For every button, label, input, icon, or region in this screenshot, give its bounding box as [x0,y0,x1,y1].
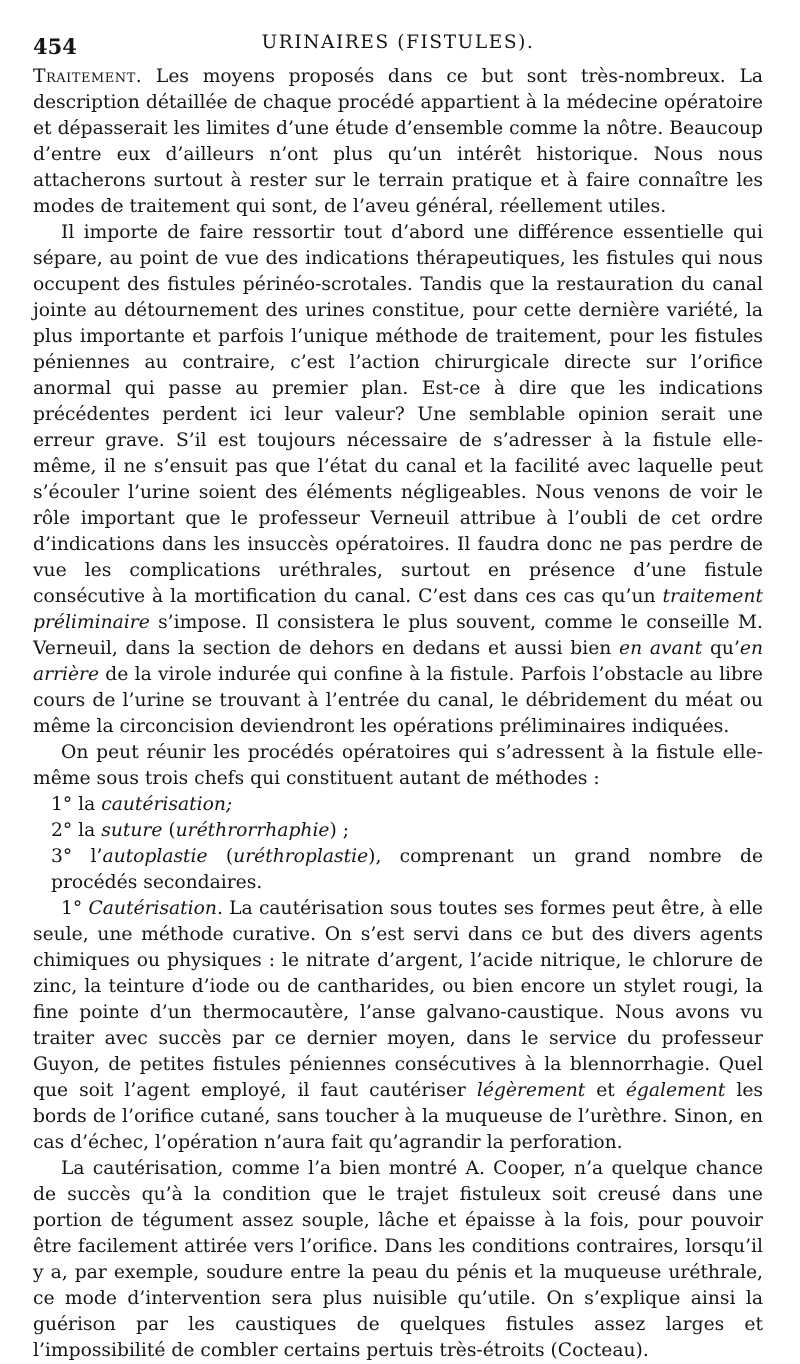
book-page [33,26,763,1364]
page-header [33,26,763,60]
text-run: ( [207,846,234,867]
page-body [33,64,763,1364]
text-run: de la virole indurée qui confine à la fistule. Parfois l’obstacle au libre cours de l’urine se trouvant à l’entrée du canal, le débridement du méat ou même la circoncision deviendront les opérations préliminaires indiquées. [33,664,763,737]
list-item-suture [33,818,763,844]
paragraph-text: Les moyens proposés dans ce but sont très-nombreux. La description détaillée de chaque procédé appartient à la médecine opératoire et dépasserait les limites d’une étude d’ensemble comme la nôtre. Beaucoup d’entre eux d’ailleurs n’ont plus qu’un intérêt historique. Nous nous attacherons surtout à rester sur le terrain pratique et à faire connaître les modes de traitement qui sont, de l’aveu général, réellement utiles. [33,66,763,217]
section-lead-traitement: Traitement. [33,66,143,87]
italic-run: légèrement [476,1080,586,1101]
text-run: s’impose. Il consistera le plus souvent, comme le conseille M. Verneuil, dans la section de dehors en dedans et aussi bien [33,612,763,659]
paragraph-cauterisation [33,896,763,1156]
paragraph-traitement [33,64,763,220]
text-run: ), comprenant un grand nombre de procédés secondaires. [51,846,763,893]
section-title: Cautérisation. [88,898,223,919]
list-number: 3° l’ [51,846,103,867]
paragraph-indications [33,220,763,740]
italic-run: cautérisation [101,794,226,815]
italic-run: uréthrorrhaphie [175,820,330,841]
list-number: 2° la [51,820,102,841]
text-run: et [585,1080,626,1101]
text-run: les bords de l’orifice cutané, sans toucher à la muqueuse de l’urèthre. Sinon, en cas d’échec, l’opération n’aura fait qu’agrandir la perforation. [33,1080,763,1153]
italic-run: également [625,1080,726,1101]
italic-run: autoplastie [102,846,208,867]
running-title: URINAIRES (FISTULES). [261,32,535,53]
text-run: ; [225,794,233,815]
paragraph-methodes: On peut réunir les procédés opératoires qui s’adressent à la fistule elle-même sous trois chefs qui constituent autant de méthodes : [33,742,763,789]
italic-run: uréthroplastie [233,846,369,867]
italic-run: en avant [619,638,703,659]
italic-run: en arrière [33,638,763,685]
list-item-autoplastie [33,844,763,896]
section-number: 1° [61,898,89,919]
text-run: qu’ [702,638,740,659]
italic-run: suture [101,820,163,841]
text-run: ( [162,820,176,841]
text-run: ) ; [329,820,350,841]
page-number: 454 [33,34,77,59]
text-run: La cautérisation sous toutes ses formes peut être, à elle seule, une méthode curative. On s’est servi dans ce but des divers agents chimiques ou physiques : le nitrate d’argent, l’acide nitrique, le chlorure de zinc, la teinture d’iode ou de cantharides, ou bien encore un stylet rougi, la fine pointe d’un thermocautère, l’anse galvano-caustique. Nous avons vu traiter avec succès par ce dernier moyen, dans le service du professeur Guyon, de petites fistules péniennes consécutives à la blennorrhagie. Quel que soit l’agent employé, il faut cautériser [33,898,763,1101]
list-item-cauterisation [33,792,763,818]
text-run: Il importe de faire ressortir tout d’abord une différence essentielle qui sépare, au point de vue des indications thérapeutiques, les fistules qui nous occupent des fistules périnéo-scrotales. Tandis que la restauration du canal jointe au détournement des urines constitue, pour cette dernière variété, la plus importante et parfois l’unique méthode de traitement, pour les fistules péniennes au contraire, c’est l’action chirurgicale directe sur l’orifice anormal qui passe au premier plan. Est-ce à dire que les indications précédentes perdent ici leur valeur? Une semblable opinion serait une erreur grave. S’il est toujours nécessaire de s’adresser à la fistule elle-même, il ne s’ensuit pas que l’état du canal et la facilité avec laquelle peut s’écouler l’urine soient des éléments négligeables. Nous venons de voir le rôle important que le professeur Verneuil attribue à l’oubli de cet ordre d’indications dans les insuccès opératoires. Il faudra donc ne pas perdre de vue les complications uréthrales, surtout en présence d’une fistule consécutive à la mortification du canal. C’est dans ces cas qu’un [33,222,763,607]
list-number: 1° la [51,794,102,815]
paragraph-cooper: La cautérisation, comme l’a bien montré A. Cooper, n’a quelque chance de succès qu’à la condition que le trajet fistuleux soit creusé dans une portion de tégument assez souple, lâche et épaisse à la fois, pour pouvoir être facilement attirée vers l’orifice. Dans les conditions contraires, lorsqu’il y a, par exemple, soudure entre la peau du pénis et la muqueuse uréthrale, ce mode d’intervention sera plus nuisible qu’utile. On s’explique ainsi la guérison par les caustiques de quelques fistules assez larges et l’impossibilité de combler certains pertuis très-étroits (Cocteau). [33,1158,763,1361]
italic-run: traitement préliminaire [33,586,763,633]
